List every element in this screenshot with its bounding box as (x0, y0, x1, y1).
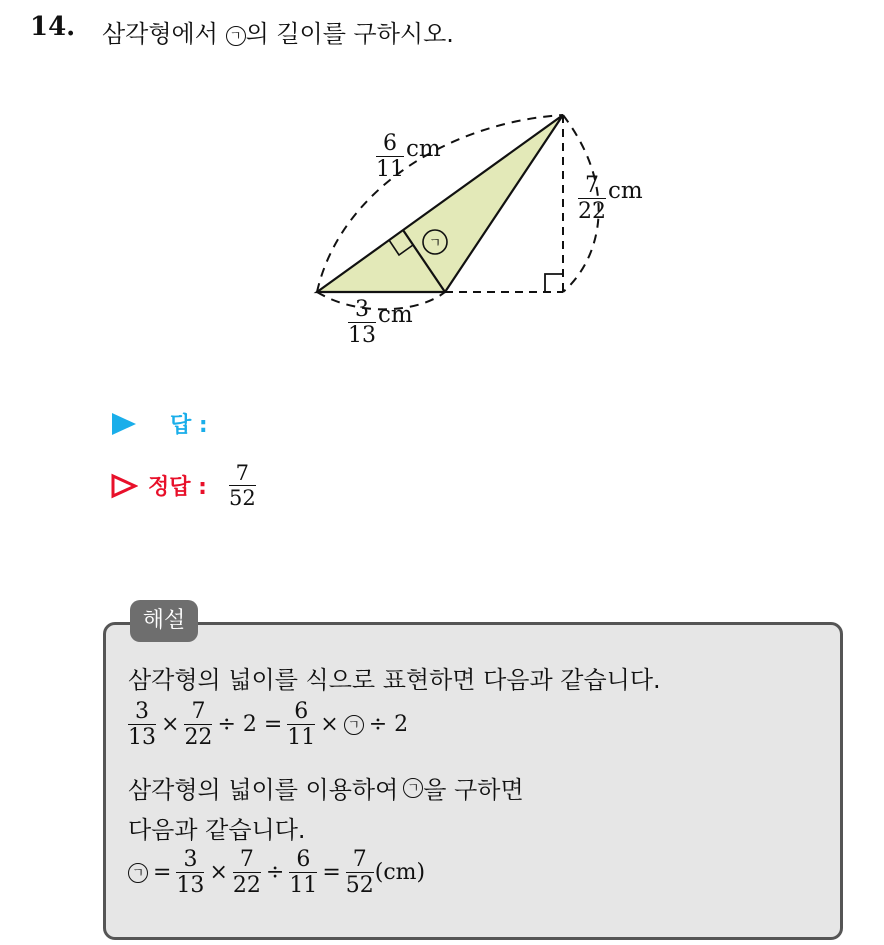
equals-sign: = (322, 860, 341, 886)
eq2-r-num: 7 (352, 847, 367, 872)
base-den: 13 (348, 323, 376, 349)
filled-triangle-icon (110, 411, 138, 437)
eq1-a-num: 3 (135, 699, 149, 724)
symbol-giyeok-icon: ㄱ (344, 715, 364, 735)
explanation-text-4: 다음과 같습니다. (128, 816, 306, 844)
hyp-unit: cm (406, 135, 441, 162)
explanation-text-3a: 삼각형의 넓이를 이용하여 (128, 776, 399, 804)
inner-symbol-text: ㄱ (428, 236, 442, 251)
question-text (102, 14, 454, 49)
divide-sign: ÷ (265, 860, 285, 886)
eq1-mid: ÷ 2 = (217, 712, 283, 738)
correct-value (229, 462, 256, 509)
outline-triangle-icon (110, 473, 138, 499)
hyp-den: 11 (376, 157, 404, 183)
explanation-line-3 (128, 770, 524, 805)
question-text-before: 삼각형에서 (102, 20, 218, 48)
height-den: 22 (578, 199, 606, 225)
eq2-b-num: 7 (239, 847, 254, 872)
height-label (578, 174, 643, 223)
eq2-a-den: 13 (176, 873, 205, 899)
eq2-b-den: 22 (232, 873, 261, 899)
times-sign: × (209, 860, 228, 886)
correct-label: 정답 : (148, 475, 207, 501)
eq1-c-num: 6 (294, 699, 309, 724)
height-unit: cm (608, 177, 643, 204)
eq1-c-den: 11 (287, 725, 316, 751)
height-num: 7 (585, 173, 599, 198)
explanation-text-3b: 을 구하면 (423, 776, 524, 804)
eq1-b-num: 7 (191, 699, 206, 724)
explanation-equation-1 (128, 700, 408, 749)
eq2-c-num: 6 (296, 847, 311, 872)
hyp-num: 6 (383, 131, 397, 156)
explanation-line-4 (128, 810, 306, 845)
symbol-giyeok-icon: ㄱ (403, 778, 423, 798)
symbol-giyeok-icon: ㄱ (128, 863, 148, 883)
equals-sign: = (153, 860, 172, 886)
answer-label: 답 : (170, 413, 208, 438)
base-num: 3 (355, 297, 369, 322)
eq1-end: ÷ 2 (368, 712, 409, 738)
symbol-giyeok-icon: ㄱ (226, 26, 246, 46)
explanation-text-1: 삼각형의 넓이를 식으로 표현하면 다음과 같습니다. (128, 666, 661, 694)
right-angle-mark (545, 274, 563, 292)
base-unit: cm (378, 301, 413, 328)
explanation-equation-2 (128, 848, 425, 897)
question-text-after: 의 길이를 구하시오. (245, 20, 454, 48)
eq1-a-den: 13 (128, 725, 156, 751)
question-number: 14. (30, 12, 76, 42)
times-sign: × (161, 712, 180, 738)
base-label (348, 298, 413, 347)
explanation-tag: 해설 (130, 600, 198, 642)
correct-den: 52 (228, 486, 256, 511)
eq2-unit: (cm) (374, 860, 426, 886)
answer-row (110, 408, 208, 439)
eq2-r-den: 52 (345, 873, 374, 899)
eq1-b-den: 22 (184, 725, 213, 751)
correct-answer-row (110, 462, 256, 509)
eq2-c-den: 11 (289, 873, 318, 899)
correct-num: 7 (235, 461, 250, 485)
explanation-line-1 (128, 660, 661, 695)
eq2-a-num: 3 (183, 847, 198, 872)
times-sign: × (320, 712, 339, 738)
hyp-label (376, 132, 441, 181)
